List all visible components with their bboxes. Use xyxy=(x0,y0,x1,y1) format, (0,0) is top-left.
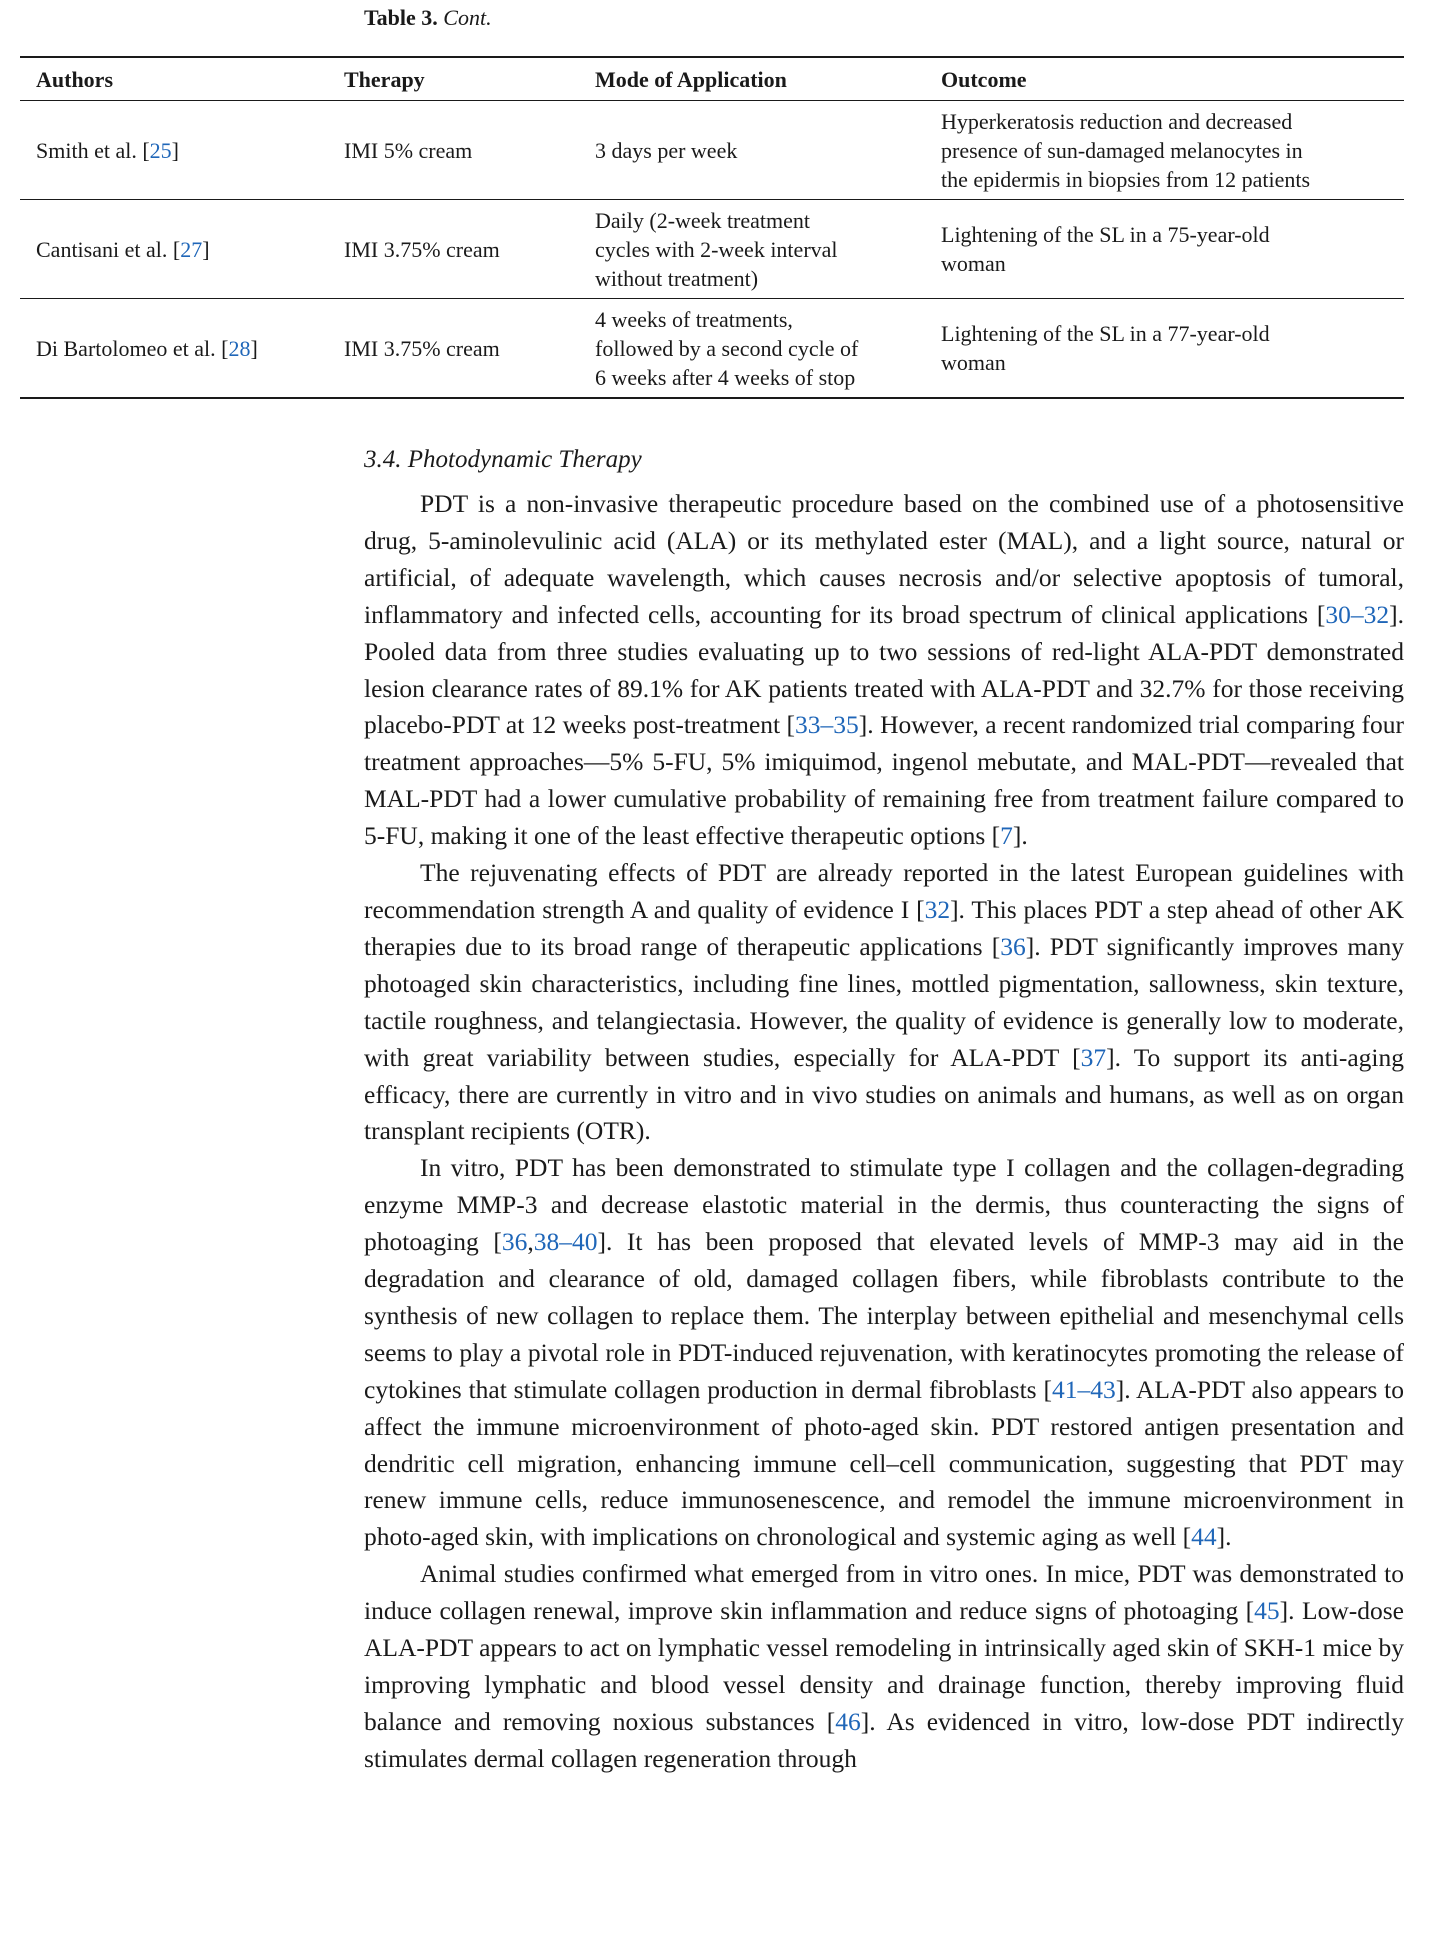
text-run: ]. This places PDT a step ahead of other AK therapies due to its broad range of therapeutic applications [ xyxy=(364,894,1404,961)
citation-link[interactable]: 36 xyxy=(501,1227,528,1257)
citation-link[interactable]: 33–35 xyxy=(795,710,859,740)
cell-line: cycles with 2-week interval xyxy=(595,236,838,262)
text-run: ]. PDT significantly improves many photoaged skin characteristics, including fine lines, mottled pigmentation, sallowness, skin texture, tactile roughness, and telangiectasia. However, the quality of evidence is generally low to moderate, with great variability between studies, especially for ALA-PDT [ xyxy=(364,931,1404,1072)
citation-link[interactable]: 27 xyxy=(180,236,203,262)
author-name: Smith et al. [ xyxy=(36,137,150,163)
author-name: Di Bartolomeo et al. [ xyxy=(36,335,229,361)
citation-link[interactable]: 36 xyxy=(1000,931,1026,961)
text-run: ]. However, a recent randomized trial comparing four treatment approaches—5% 5-FU, 5% imiquimod, ingenol mebutate, and MAL-PDT—revealed that MAL-PDT had a lower cumulative probability of remaining free from treatment failure compared to 5-FU, making it one of the least effective therapeutic options [ xyxy=(364,710,1404,851)
text-run: In vitro, PDT has been demonstrated to stimulate type I collagen and the collagen-degrading enzyme MMP-3 and decrease elastotic material in the dermis, thus counteracting the signs of photoaging [ xyxy=(364,1153,1404,1257)
table-row xyxy=(20,299,1404,399)
text-run: ]. Low-dose ALA-PDT appears to act on lymphatic vessel remodeling in intrinsically aged skin of SKH-1 mice by improving lymphatic and blood vessel density and drainage function, thereby improving fluid balance and removing noxious substances [ xyxy=(364,1596,1404,1736)
citation-link[interactable]: 32 xyxy=(924,894,951,924)
citation-link[interactable]: 38–40 xyxy=(533,1227,598,1257)
body-text xyxy=(364,486,1404,1778)
citation-link[interactable]: 7 xyxy=(1000,821,1013,851)
cell-line: Lightening of the SL in a 77-year-old xyxy=(941,321,1270,346)
cell-outcome xyxy=(925,299,1404,399)
paragraph xyxy=(364,1150,1404,1556)
cell-line: Lightening of the SL in a 75-year-old xyxy=(941,222,1270,247)
cell-line: the epidermis in biopsies from 12 patients xyxy=(941,166,1311,192)
table-body xyxy=(20,101,1404,399)
header-outcome: Outcome xyxy=(941,66,1027,92)
header-mode: Mode of Application xyxy=(595,66,787,92)
cell-outcome xyxy=(925,101,1404,200)
table-row xyxy=(20,101,1404,200)
cell-line: without treatment) xyxy=(595,265,759,291)
cell-line: 3 days per week xyxy=(595,137,738,163)
cell-authors xyxy=(20,299,328,399)
cell-line: Daily (2-week treatment xyxy=(595,207,811,233)
citation-link[interactable]: 46 xyxy=(835,1706,861,1736)
cell-mode xyxy=(579,299,925,399)
cell-line: woman xyxy=(941,251,1006,276)
cell-line: Hyperkeratosis reduction and decreased xyxy=(941,108,1293,134)
citation-bracket: ] xyxy=(171,137,179,163)
cell-therapy: IMI 3.75% cream xyxy=(344,335,500,361)
table-header-row xyxy=(20,57,1404,101)
cell-line: presence of sun-damaged melanocytes in xyxy=(941,137,1303,163)
paragraph xyxy=(364,486,1404,855)
citation-link[interactable]: 25 xyxy=(149,137,172,163)
text-run: ]. ALA-PDT also appears to affect the immune microenvironment of photo-aged skin. PDT restored antigen presentation and dendritic cell migration, enhancing immune cell–cell communication, suggesting that PDT may renew immune cells, reduce immunosenescence, and remodel the immune microenvironment in photo-aged skin, with implications on chronological and systemic aging as well [ xyxy=(364,1374,1404,1552)
cell-line: woman xyxy=(941,350,1006,375)
citation-link[interactable]: 41–43 xyxy=(1051,1374,1116,1404)
table-caption-label: Table 3. xyxy=(364,5,438,30)
table-row xyxy=(20,200,1404,299)
cell-line: 6 weeks after 4 weeks of stop xyxy=(595,364,856,390)
cell-mode xyxy=(579,200,925,299)
cell-authors xyxy=(20,101,328,200)
citation-link[interactable]: 45 xyxy=(1254,1596,1280,1626)
table-caption xyxy=(364,4,492,32)
paragraph xyxy=(364,855,1404,1150)
text-run: Animal studies confirmed what emerged from in vitro ones. In mice, PDT was demonstrated to induce collagen renewal, improve skin inflammation and reduce signs of photoaging [ xyxy=(364,1559,1404,1626)
author-name: Cantisani et al. [ xyxy=(36,236,181,262)
header-therapy: Therapy xyxy=(344,66,425,92)
cell-mode xyxy=(579,101,925,200)
table-caption-cont: Cont. xyxy=(443,5,492,30)
text-run: ]. To support its anti-aging efficacy, there are currently in vitro and in vivo studies on animals and humans, as well as on organ transplant recipients (OTR). xyxy=(364,1042,1404,1146)
paragraph xyxy=(364,1556,1404,1777)
text-run: ]. xyxy=(1216,1522,1232,1552)
cell-line: 4 weeks of treatments, xyxy=(595,306,793,332)
citation-link[interactable]: 30–32 xyxy=(1325,599,1390,629)
text-run: The rejuvenating effects of PDT are already reported in the latest European guidelines with recommendation strength A and quality of evidence I [ xyxy=(364,858,1404,924)
text-run: ]. Pooled data from three studies evaluating up to two sessions of red-light ALA-PDT demonstrated lesion clearance rates of 89.1% for AK patients treated with ALA-PDT and 32.7% for those receiving placebo-PDT at 12 weeks post-treatment [ xyxy=(364,599,1404,740)
section-heading: 3.4. Photodynamic Therapy xyxy=(364,446,642,473)
text-run: ]. As evidenced in vitro, low-dose PDT indirectly stimulates dermal collagen regeneration through xyxy=(364,1706,1404,1773)
cell-therapy: IMI 5% cream xyxy=(344,137,473,163)
text-run: ]. It has been proposed that elevated levels of MMP-3 may aid in the degradation and clearance of old, damaged collagen fibers, while fibroblasts contribute to the synthesis of new collagen to replace them. The interplay between epithelial and mesenchymal cells seems to play a pivotal role in PDT-induced rejuvenation, with keratinocytes promoting the release of cytokines that stimulate collagen production in dermal fibroblasts [ xyxy=(364,1227,1404,1404)
cell-authors xyxy=(20,200,328,299)
text-run: PDT is a non-invasive therapeutic procedure based on the combined use of a photosensitive drug, 5-aminolevulinic acid (ALA) or its methylated ester (MAL), and a light source, natural or artificial, of adequate wavelength, which causes necrosis and/or selective apoptosis of tumoral, inflammatory and infected cells, accounting for its broad spectrum of clinical applications [ xyxy=(364,489,1404,629)
citation-link[interactable]: 28 xyxy=(228,335,251,361)
citation-link[interactable]: 37 xyxy=(1080,1042,1107,1072)
cell-therapy: IMI 3.75% cream xyxy=(344,236,500,262)
cell-outcome xyxy=(925,200,1404,299)
citation-bracket: ] xyxy=(202,236,210,262)
header-authors: Authors xyxy=(36,66,114,92)
cell-line: followed by a second cycle of xyxy=(595,335,859,361)
data-table xyxy=(20,56,1404,399)
citation-bracket: ] xyxy=(250,335,258,361)
citation-link[interactable]: 44 xyxy=(1191,1522,1217,1552)
text-run: ]. xyxy=(1012,821,1028,851)
text-run: , xyxy=(527,1227,534,1257)
